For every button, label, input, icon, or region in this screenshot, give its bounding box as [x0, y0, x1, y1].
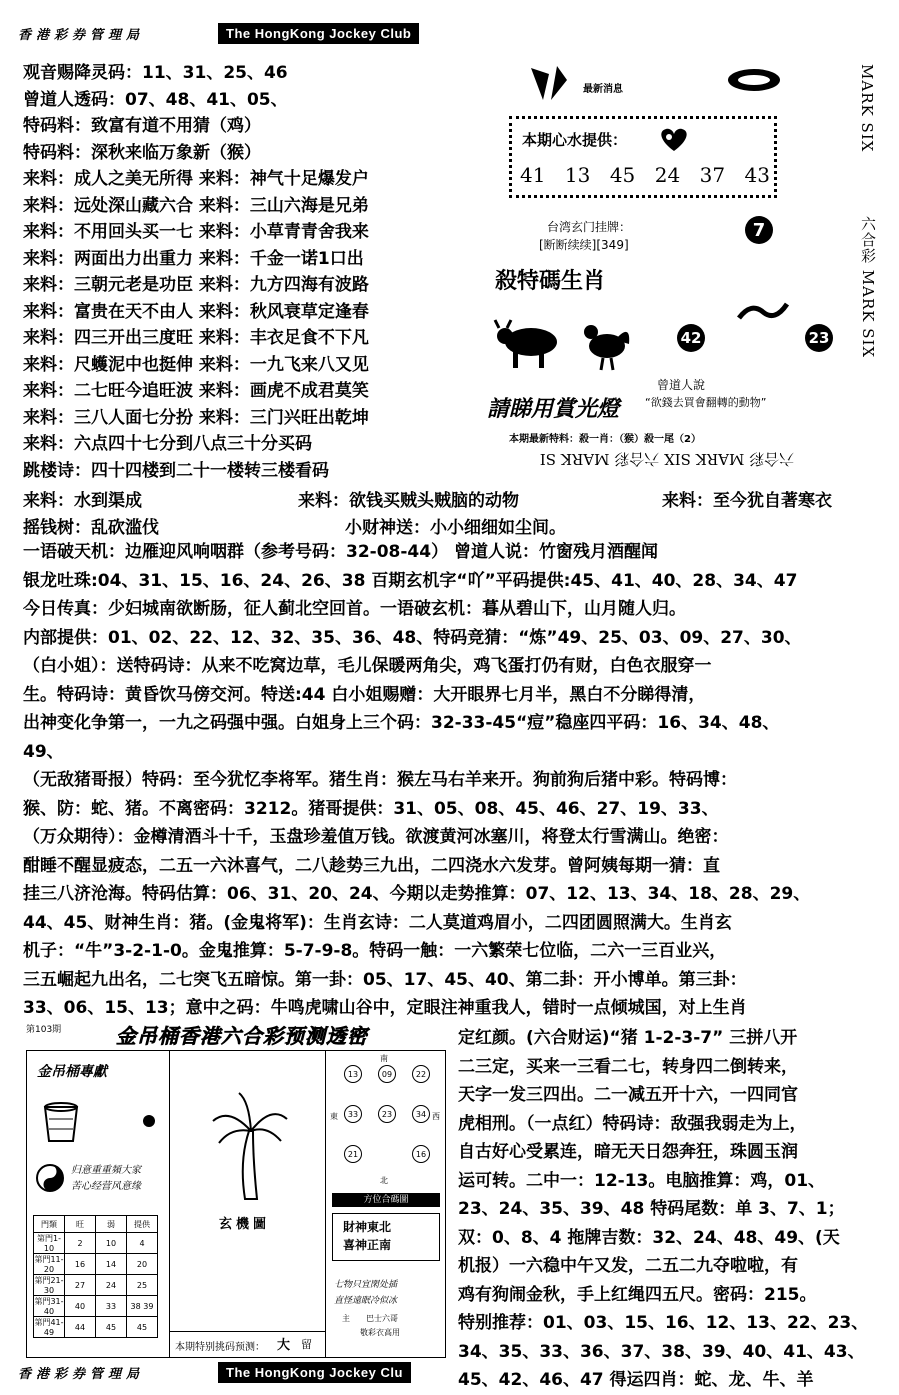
vertical-mark-six: MARK SIX — [858, 64, 876, 153]
table-cell: 第門31-40 — [34, 1297, 64, 1316]
number: 41 — [520, 163, 546, 187]
header-title-cn: 香港彩券管理局 — [18, 27, 145, 43]
text-line: 来料：不用回头买一七 来料：小草青青舍我来 — [23, 222, 369, 242]
table-cell: 45 — [96, 1317, 127, 1338]
compass-number: 23 — [378, 1105, 396, 1123]
yao-b: 小财神送：小小细细如尘间。 — [345, 518, 566, 538]
text-line: 虎相刑。（一点红）特码诗：敌强我弱走为上， — [458, 1113, 807, 1134]
yao-a: 摇钱树：乱砍滥伐 — [23, 518, 159, 538]
panel-frame — [26, 1050, 446, 1358]
bottom-footer — [18, 1361, 436, 1383]
table-cell: 33 — [96, 1296, 127, 1317]
forecast-label: 本期特别挑码预测： — [175, 1342, 265, 1353]
text-line: （无敌猪哥报）特码：至今犹忆李将军。猪生肖：猴左马右羊来开。狗前狗后猪中彩。特码博： — [23, 770, 737, 790]
table-row — [34, 1317, 158, 1338]
table-header: 提供 — [127, 1216, 158, 1233]
logo-icon — [527, 60, 571, 104]
table-row — [34, 1275, 158, 1296]
issue-label: 第103期 — [26, 1025, 62, 1035]
sign-label: 主 — [342, 1314, 350, 1323]
yinyang-icon — [35, 1163, 65, 1193]
table-cell: 第門1-10 — [34, 1233, 65, 1254]
heart-icon — [656, 125, 692, 153]
text-line: 机子：“牛”3-2-1-0。金鬼推算：5-7-9-8。特码一触：一六繁荣七位临，二六一三百业兴， — [23, 941, 727, 961]
compass-number: 22 — [412, 1065, 430, 1083]
text-line: 定红颜。(六合财运)“猪 1-2-3-7” 三拼八开 — [458, 1028, 798, 1048]
saying-text: “欲錢去買會翻轉的動物” — [645, 396, 767, 409]
left-section — [27, 1051, 170, 1357]
compass-number: 34 — [412, 1105, 430, 1123]
direction-title: 方位合碼圖 — [332, 1193, 440, 1207]
table-cell: 14 — [96, 1254, 127, 1275]
text-line: 来料：成人之美无所得 来料：神气十足爆发户 — [23, 169, 369, 189]
kill-title: 殺特碼生肖 — [495, 268, 606, 294]
text-line: 跳楼诗：四十四楼到二十一楼转三楼看码 — [23, 460, 329, 481]
poem-line: 七物只宜閑处插 — [334, 1280, 398, 1290]
right-paragraph — [458, 1024, 886, 1395]
footer-title-cn: 香港彩券管理局 — [18, 1366, 145, 1382]
text-line: 49、 — [23, 741, 64, 762]
text-line: 观音赐降灵码：11、31、25、46 — [23, 63, 288, 83]
text-line: 来料：尺蠖泥中也挺伸 来料：一九飞来八又见 — [23, 354, 369, 375]
taiwan-label: 台湾玄门挂牌： — [547, 220, 632, 234]
text-line: 出神变化争第一，一九之码强中强。白姐身上三个码：32-33-45“痘”稳座四平码：16、34、48、 — [23, 713, 780, 733]
poem-line: 直怪遠眠冷似冰 — [334, 1296, 398, 1306]
couplet-line: 苦心经营风意缘 — [71, 1181, 141, 1192]
bug-icon — [139, 1111, 159, 1131]
compass — [326, 1051, 446, 1191]
right-section — [325, 1051, 446, 1357]
latest-info: 本期最新特料：殺一肖：（猴）殺一尾（2） — [509, 434, 701, 445]
text-line: 来料：二七旺今追旺波 来料：画虎不成君莫笑 — [23, 381, 369, 401]
sign-note: 敬彩衣高用 — [360, 1328, 400, 1337]
ox-icon — [493, 316, 563, 372]
text-line: 特码料：致富有道不用猜（鸡） — [23, 116, 261, 136]
compass-east: 東 — [330, 1112, 338, 1121]
news-label: 最新消息 — [583, 84, 623, 95]
table-row — [34, 1233, 158, 1254]
wealth-line: 財神東北 — [343, 1220, 392, 1234]
text-line: 一语破天机：边雁迎风响咽群（参考号码：32-08-44） 曾道人说：竹窗残月酒醒闻 — [23, 542, 658, 562]
text-line: 34、35、33、36、37、38、39、40、41、43、 — [458, 1341, 865, 1362]
main-paragraph — [23, 538, 883, 1023]
dragon-icon — [737, 298, 789, 326]
compass-number: 16 — [412, 1145, 430, 1163]
xuanji-title: 玄機圖 — [219, 1217, 271, 1232]
table-cell: 45 — [127, 1317, 158, 1338]
text-line: 猴、防：蛇、猪。不离密码：3212。猪哥提供：31、05、08、45、46、27、19、33、 — [23, 798, 719, 819]
compass-north: 北 — [380, 1176, 388, 1185]
text-line: （白小姐）：送特码诗：从来不吃窝边草，毛儿保暖两角尖，鸡飞蛋打仍有财，白色衣服穿一 — [23, 656, 712, 676]
forecast-panel — [26, 1022, 446, 1358]
ball-number: 42 — [677, 324, 705, 352]
text-line: 特码料：深秋来临万象新（猴） — [23, 142, 261, 163]
text-line: 银龙吐珠:04、31、15、16、24、26、38 百期玄机字“吖”平码提供:45、41、40、28、34、47 — [23, 570, 798, 591]
info-box — [487, 58, 847, 470]
wealth-box — [332, 1213, 440, 1261]
text-line: 运可转。二中一：12-13。电脑推算：鸡，01、 — [458, 1170, 826, 1191]
text-line: 来料：三朝元老是功臣 来料：九方四海有波路 — [23, 275, 369, 295]
table-cell: 第門11-20 — [34, 1255, 64, 1274]
table-header-row — [34, 1216, 158, 1233]
text-line: 33、06、15、13；意中之码：牛鸣虎啸山谷中，定眼注神重我人，错时一点倾城国，对上生肖 — [23, 998, 747, 1018]
number: 43 — [744, 163, 770, 187]
compass-west: 西 — [432, 1112, 440, 1121]
number-badge: 7 — [745, 216, 773, 244]
left-text-column — [23, 60, 463, 484]
number: 13 — [564, 163, 591, 187]
forecast-value: 留 — [301, 1338, 312, 1351]
table-header: 旺 — [65, 1216, 96, 1233]
logo-text: 金吊桶專獻 — [37, 1064, 107, 1080]
text-line: 来料：三八人面七分扮 来料：三门兴旺出乾坤 — [23, 407, 369, 428]
compass-number: 09 — [378, 1065, 396, 1083]
text-line: 酣睡不醒显疲态，二五一六沐喜气，二八趁势三九出，二四浇水六发芽。曾阿姨每期一猜：直 — [23, 855, 720, 876]
laili-c: 来料：至今犹自著寒衣 — [662, 491, 832, 511]
compass-number: 21 — [344, 1145, 362, 1163]
text-line: 内部提供：01、02、22、12、32、35、36、48、特码竞猜：“炼”49、25、03、09、27、30、 — [23, 627, 802, 648]
table-cell: 16 — [65, 1254, 96, 1275]
brand-logo-icon — [723, 62, 785, 92]
mark-six-band: 六合彩 MARK SIX 六合彩 MARK SI — [539, 450, 795, 468]
wealth-line: 喜神正南 — [343, 1238, 392, 1252]
table-row — [34, 1296, 158, 1317]
text-line: 23、24、35、39、48 特码尾数：单 3、7、1； — [458, 1199, 845, 1219]
text-line: 天字一发三四出。二一减五开十六，一四同官 — [458, 1085, 798, 1105]
table-cell: 44 — [65, 1317, 96, 1338]
table-cell: 38 39 — [127, 1296, 158, 1317]
heart-number-box — [509, 116, 777, 198]
header-title-en: The HongKong Jockey Club — [218, 23, 419, 44]
table-header: 弱 — [96, 1216, 127, 1233]
rooster-icon — [575, 314, 635, 372]
couplet-line: 归意重重頻大家 — [71, 1165, 141, 1176]
heart-label: 本期心水提供： — [522, 131, 628, 149]
text-line: 挂三八济沧海。特码估算：06、31、20、24、今期以走势推算：07、12、13、34、18、28、29、 — [23, 884, 811, 904]
text-line: 二三定，买来一三看二七，转身四二倒转来， — [458, 1056, 798, 1077]
footer-title-en: The HongKong Jockey Clu — [218, 1362, 411, 1383]
text-line: 今日传真：少妇城南欲断肠，征人蓟北空回首。一语破玄机：暮从碧山下，山月随人归。 — [23, 599, 686, 619]
laili-a: 来料：水到渠成 — [23, 491, 142, 511]
top-header — [18, 22, 453, 44]
text-line: 45、42、46、47 得运四肖：蛇、龙、牛、羊 — [458, 1370, 814, 1390]
number: 24 — [654, 163, 681, 187]
table-cell: 20 — [127, 1254, 158, 1275]
table-cell: 10 — [96, 1233, 127, 1254]
heart-numbers — [520, 163, 770, 187]
table-cell: 25 — [127, 1275, 158, 1296]
lamp-title: 請睇用賞光燈 — [487, 396, 620, 422]
number: 45 — [609, 163, 636, 187]
laili-b: 来料：欲钱买贼头贼脑的动物 — [298, 491, 519, 511]
text-line: 来料：六点四十七分到八点三十分买码 — [23, 434, 312, 454]
table-cell: 24 — [96, 1275, 127, 1296]
text-line: 44、45、财神生肖：猪。(金鬼将军)：生肖玄诗：二人莫道鸡眉小，二四团圆照满大。生肖玄 — [23, 912, 732, 933]
table-cell: 第門41-49 — [34, 1318, 64, 1337]
forecast-value: 大 — [277, 1338, 291, 1353]
table-cell: 40 — [65, 1296, 96, 1317]
saying-author: 曾道人說 — [657, 378, 706, 392]
number-table — [33, 1215, 158, 1338]
table-cell: 27 — [65, 1275, 96, 1296]
taiwan-value: [断断续续][349] — [539, 238, 629, 252]
vertical-mark-six: 六合彩 MARK SIX — [859, 216, 877, 359]
text-line: 来料：富贵在天不由人 来料：秋风衰草定逢春 — [23, 301, 369, 322]
table-cell: 2 — [65, 1233, 96, 1254]
banner-title: 金吊桶香港六合彩预测透密 — [116, 1024, 368, 1048]
text-line: 生。特码诗：黄昏饮马傍交河。特送:44 白小姐赐赠：大开眼界七月半，黑白不分睇得清， — [23, 684, 706, 705]
ball-number: 23 — [805, 324, 833, 352]
number: 37 — [699, 163, 726, 187]
palm-tree-icon — [209, 1091, 289, 1201]
text-line: 曾道人透码：07、48、41、05、 — [23, 89, 288, 110]
text-line: 三五崛起九出名，二七突飞五暗惊。第一卦：05、17、45、40、第二卦：开小博单。第三卦： — [23, 969, 747, 990]
table-cell: 第門21-30 — [34, 1276, 64, 1295]
compass-south: 南 — [380, 1054, 388, 1063]
text-line: 来料：两面出力出重力 来料：千金一诺1口出 — [23, 248, 364, 269]
table-header: 門類 — [34, 1216, 65, 1233]
text-line: 特别推荐：01、03、15、16、12、13、22、23、 — [458, 1313, 869, 1333]
bucket-icon — [41, 1101, 81, 1143]
sign-name: 巴士六哥 — [366, 1314, 398, 1323]
text-line: 来料：四三开出三度旺 来料：丰衣足食不下凡 — [23, 328, 369, 348]
text-line: 自古好心受累连，暗无天日怨奔狂，珠圆玉润 — [458, 1142, 798, 1162]
table-row — [34, 1254, 158, 1275]
text-line: （万众期待）：金樽清酒斗十千，玉盘珍羞值万钱。欲渡黄河冰塞川，将登太行雪满山。绝密： — [23, 827, 729, 847]
forecast-bar — [169, 1331, 325, 1358]
text-line: 机报）一六稳中午又发，二五二九夺啦啦，有 — [458, 1256, 798, 1276]
table-cell: 4 — [127, 1233, 158, 1254]
middle-section — [169, 1051, 325, 1331]
text-line: 来料：远处深山藏六合 来料：三山六海是兄弟 — [23, 195, 369, 216]
text-line: 双：0、8、4 拖牌吉数：32、24、48、49、(天 — [458, 1227, 840, 1248]
text-line: 鸡有狗闹金秋，手上红绳四五尺。密码：215。 — [458, 1284, 817, 1305]
compass-number: 33 — [344, 1105, 362, 1123]
compass-number: 13 — [344, 1065, 362, 1083]
